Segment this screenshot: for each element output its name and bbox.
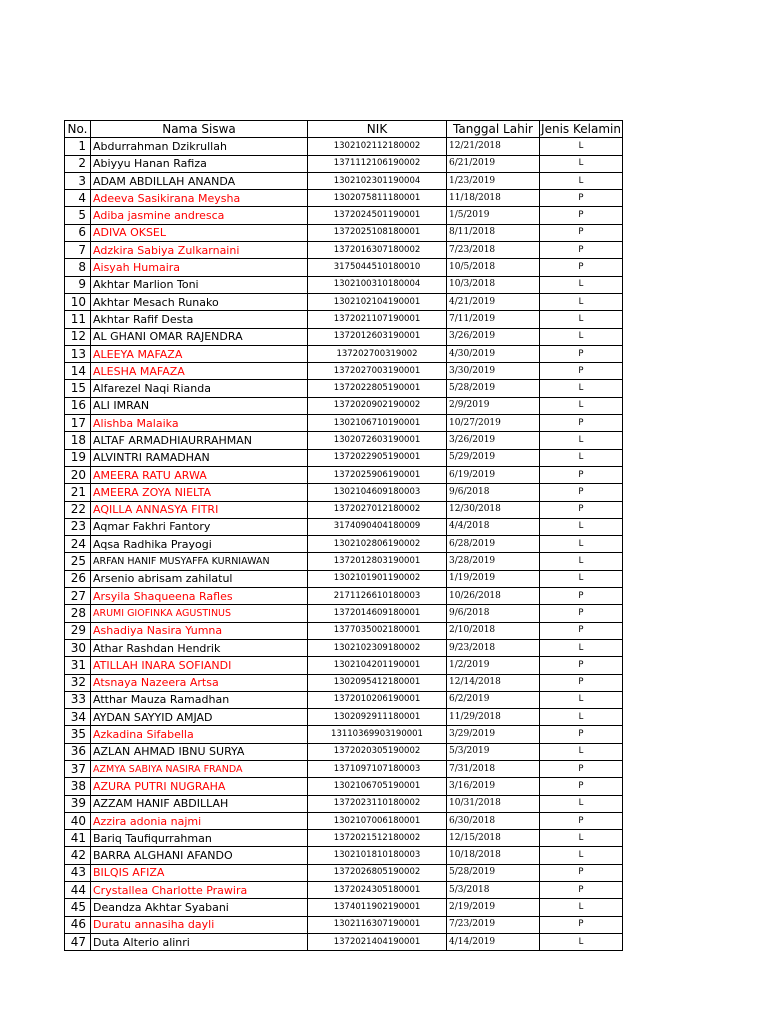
nik-cell: 1302100310180004 (308, 276, 447, 293)
nik-cell: 1372020305190002 (308, 743, 447, 760)
birth-date: 10/26/2018 (447, 588, 540, 605)
nik-cell: 1372021107190001 (308, 311, 447, 328)
student-name: Akhtar Mesach Runako (91, 293, 308, 310)
birth-date: 1/19/2019 (447, 570, 540, 587)
birth-date: 2/9/2019 (447, 397, 540, 414)
table-row (65, 138, 623, 155)
student-name: ALTAF ARMADHIAURRAHMAN (91, 432, 308, 449)
nik-cell: 1302102112180002 (308, 138, 447, 155)
student-name: Akhtar Rafif Desta (91, 311, 308, 328)
nik-cell: 137202700319002 (308, 345, 447, 362)
table-row (65, 605, 623, 622)
table-row (65, 380, 623, 397)
birth-date: 5/3/2019 (447, 743, 540, 760)
birth-date: 2/19/2019 (447, 899, 540, 916)
table-row (65, 518, 623, 535)
row-number: 14 (65, 363, 91, 380)
nik-cell: 3174090404180009 (308, 518, 447, 535)
student-name: BILQIS AFIZA (91, 864, 308, 881)
table-row (65, 691, 623, 708)
nik-cell: 1372022905190001 (308, 449, 447, 466)
table-row (65, 259, 623, 276)
birth-date: 12/15/2018 (447, 830, 540, 847)
student-name: ALEEYA MAFAZA (91, 345, 308, 362)
gender-cell: L (540, 138, 623, 155)
student-name: AMEERA RATU ARWA (91, 466, 308, 483)
row-number: 10 (65, 293, 91, 310)
gender-cell: L (540, 449, 623, 466)
student-name: Abdurrahman Dzikrullah (91, 138, 308, 155)
table-row (65, 466, 623, 483)
row-number: 24 (65, 536, 91, 553)
nik-cell: 1372021404190001 (308, 933, 447, 950)
birth-date: 7/31/2018 (447, 760, 540, 777)
nik-cell: 1372024501190001 (308, 207, 447, 224)
header-name: Nama Siswa (91, 121, 308, 138)
gender-cell: P (540, 657, 623, 674)
gender-cell: P (540, 484, 623, 501)
student-name: Atsnaya Nazeera Artsa (91, 674, 308, 691)
birth-date: 1/2/2019 (447, 657, 540, 674)
row-number: 6 (65, 224, 91, 241)
student-name: Azzira adonia najmi (91, 812, 308, 829)
nik-cell: 1302104609180003 (308, 484, 447, 501)
row-number: 16 (65, 397, 91, 414)
nik-cell: 1372027012180002 (308, 501, 447, 518)
row-number: 19 (65, 449, 91, 466)
birth-date: 8/11/2018 (447, 224, 540, 241)
table-row (65, 363, 623, 380)
nik-cell: 1302095412180001 (308, 674, 447, 691)
row-number: 12 (65, 328, 91, 345)
table-row (65, 155, 623, 172)
nik-cell: 1372021512180002 (308, 830, 447, 847)
birth-date: 4/21/2019 (447, 293, 540, 310)
row-number: 39 (65, 795, 91, 812)
table-row (65, 449, 623, 466)
row-number: 5 (65, 207, 91, 224)
row-number: 36 (65, 743, 91, 760)
gender-cell: L (540, 691, 623, 708)
row-number: 21 (65, 484, 91, 501)
nik-cell: 1371112106190002 (308, 155, 447, 172)
student-name: Crystallea Charlotte Prawira (91, 882, 308, 899)
nik-cell: 1372014609180001 (308, 605, 447, 622)
gender-cell: P (540, 674, 623, 691)
gender-cell: L (540, 536, 623, 553)
student-name: BARRA ALGHANI AFANDO (91, 847, 308, 864)
birth-date: 9/6/2018 (447, 484, 540, 501)
row-number: 31 (65, 657, 91, 674)
nik-cell: 1302072603190001 (308, 432, 447, 449)
table-row (65, 484, 623, 501)
nik-cell: 1302102309180002 (308, 639, 447, 656)
row-number: 46 (65, 916, 91, 933)
student-name: Duratu annasiha dayli (91, 916, 308, 933)
birth-date: 6/30/2018 (447, 812, 540, 829)
nik-cell: 1372024305180001 (308, 882, 447, 899)
table-row (65, 882, 623, 899)
birth-date: 12/30/2018 (447, 501, 540, 518)
gender-cell: L (540, 743, 623, 760)
row-number: 38 (65, 778, 91, 795)
gender-cell: L (540, 155, 623, 172)
birth-date: 9/23/2018 (447, 639, 540, 656)
row-number: 32 (65, 674, 91, 691)
table-row (65, 760, 623, 777)
row-number: 26 (65, 570, 91, 587)
gender-cell: L (540, 432, 623, 449)
student-name: AYDAN SAYYID AMJAD (91, 709, 308, 726)
nik-cell: 1372023110180002 (308, 795, 447, 812)
table-row (65, 293, 623, 310)
row-number: 8 (65, 259, 91, 276)
table-row (65, 415, 623, 432)
nik-cell: 1302102806190002 (308, 536, 447, 553)
row-number: 29 (65, 622, 91, 639)
birth-date: 3/29/2019 (447, 726, 540, 743)
student-name: ALVINTRI RAMADHAN (91, 449, 308, 466)
gender-cell: P (540, 588, 623, 605)
table-row (65, 916, 623, 933)
nik-cell: 1302102104190001 (308, 293, 447, 310)
student-name: Adiba jasmine andresca (91, 207, 308, 224)
table-row (65, 778, 623, 795)
header-nik: NIK (308, 121, 447, 138)
table-row (65, 657, 623, 674)
gender-cell: L (540, 553, 623, 570)
nik-cell: 1372012803190001 (308, 553, 447, 570)
birth-date: 10/31/2018 (447, 795, 540, 812)
row-number: 15 (65, 380, 91, 397)
nik-cell: 1302107006180001 (308, 812, 447, 829)
student-name: AQILLA ANNASYA FITRI (91, 501, 308, 518)
table-row (65, 899, 623, 916)
row-number: 2 (65, 155, 91, 172)
gender-cell: P (540, 778, 623, 795)
table-row (65, 328, 623, 345)
table-row (65, 397, 623, 414)
nik-cell: 1372025906190001 (308, 466, 447, 483)
student-name: Athar Rashdan Hendrik (91, 639, 308, 656)
row-number: 43 (65, 864, 91, 881)
student-name: Aisyah Humaira (91, 259, 308, 276)
table-row (65, 639, 623, 656)
student-name: Arsyila Shaqueena Rafles (91, 588, 308, 605)
birth-date: 3/26/2019 (447, 328, 540, 345)
row-number: 13 (65, 345, 91, 362)
table-row (65, 536, 623, 553)
gender-cell: P (540, 190, 623, 207)
student-name: ALESHA MAFAZA (91, 363, 308, 380)
gender-cell: L (540, 380, 623, 397)
nik-cell: 1372025108180001 (308, 224, 447, 241)
birth-date: 7/11/2019 (447, 311, 540, 328)
gender-cell: P (540, 864, 623, 881)
table-row (65, 622, 623, 639)
student-name: AZZAM HANIF ABDILLAH (91, 795, 308, 812)
nik-cell: 1374011902190001 (308, 899, 447, 916)
nik-cell: 1377035002180001 (308, 622, 447, 639)
gender-cell: P (540, 345, 623, 362)
nik-cell: 1302092911180001 (308, 709, 447, 726)
student-name: Deandza Akhtar Syabani (91, 899, 308, 916)
table-row (65, 207, 623, 224)
nik-cell: 1372016307180002 (308, 242, 447, 259)
nik-cell: 1302075811180001 (308, 190, 447, 207)
gender-cell: P (540, 726, 623, 743)
table-row (65, 276, 623, 293)
gender-cell: L (540, 933, 623, 950)
gender-cell: L (540, 570, 623, 587)
student-name: Abiyyu Hanan Rafiza (91, 155, 308, 172)
gender-cell: P (540, 466, 623, 483)
gender-cell: L (540, 397, 623, 414)
row-number: 9 (65, 276, 91, 293)
birth-date: 7/23/2018 (447, 242, 540, 259)
student-name: Duta Alterio alinri (91, 933, 308, 950)
table-row (65, 432, 623, 449)
student-name: Azkadina Sifabella (91, 726, 308, 743)
header-sex: Jenis Kelamin (540, 121, 623, 138)
table-row (65, 812, 623, 829)
gender-cell: L (540, 795, 623, 812)
row-number: 34 (65, 709, 91, 726)
nik-cell: 1372010206190001 (308, 691, 447, 708)
table-row (65, 242, 623, 259)
row-number: 22 (65, 501, 91, 518)
gender-cell: P (540, 207, 623, 224)
table-row (65, 743, 623, 760)
student-name: Arsenio abrisam zahilatul (91, 570, 308, 587)
student-name: ADIVA OKSEL (91, 224, 308, 241)
birth-date: 10/27/2019 (447, 415, 540, 432)
birth-date: 4/30/2019 (447, 345, 540, 362)
student-name: ALI IMRAN (91, 397, 308, 414)
table-row (65, 224, 623, 241)
gender-cell: L (540, 709, 623, 726)
gender-cell: L (540, 311, 623, 328)
row-number: 25 (65, 553, 91, 570)
header-row (65, 121, 623, 138)
gender-cell: P (540, 812, 623, 829)
student-name: ATILLAH INARA SOFIANDI (91, 657, 308, 674)
birth-date: 1/23/2019 (447, 172, 540, 189)
student-name: Alishba Malaika (91, 415, 308, 432)
birth-date: 3/26/2019 (447, 432, 540, 449)
birth-date: 6/2/2019 (447, 691, 540, 708)
gender-cell: L (540, 172, 623, 189)
nik-cell: 1372022805190001 (308, 380, 447, 397)
gender-cell: P (540, 415, 623, 432)
gender-cell: L (540, 899, 623, 916)
table-row (65, 588, 623, 605)
gender-cell: L (540, 847, 623, 864)
nik-cell: 1372027003190001 (308, 363, 447, 380)
nik-cell: 1302106705190001 (308, 778, 447, 795)
student-name: ADAM ABDILLAH ANANDA (91, 172, 308, 189)
student-name: AZURA PUTRI NUGRAHA (91, 778, 308, 795)
nik-cell: 1372012603190001 (308, 328, 447, 345)
row-number: 33 (65, 691, 91, 708)
nik-cell: 13110369903190001 (308, 726, 447, 743)
student-name: Bariq Taufiqurrahman (91, 830, 308, 847)
student-name: Alfarezel Naqi Rianda (91, 380, 308, 397)
student-name: Adzkira Sabiya Zulkarnaini (91, 242, 308, 259)
birth-date: 3/30/2019 (447, 363, 540, 380)
student-name: AZMYA SABIYA NASIRA FRANDA (91, 760, 308, 777)
nik-cell: 1302102301190004 (308, 172, 447, 189)
table-row (65, 311, 623, 328)
student-name: Aqsa Radhika Prayogi (91, 536, 308, 553)
header-no: No. (65, 121, 91, 138)
row-number: 37 (65, 760, 91, 777)
nik-cell: 1372026805190002 (308, 864, 447, 881)
row-number: 44 (65, 882, 91, 899)
row-number: 11 (65, 311, 91, 328)
student-name: Atthar Mauza Ramadhan (91, 691, 308, 708)
birth-date: 3/16/2019 (447, 778, 540, 795)
student-name: AZLAN AHMAD IBNU SURYA (91, 743, 308, 760)
gender-cell: P (540, 622, 623, 639)
table-row (65, 830, 623, 847)
table-row (65, 190, 623, 207)
table-row (65, 553, 623, 570)
table-row (65, 674, 623, 691)
nik-cell: 3175044510180010 (308, 259, 447, 276)
row-number: 30 (65, 639, 91, 656)
row-number: 45 (65, 899, 91, 916)
student-name: AL GHANI OMAR RAJENDRA (91, 328, 308, 345)
table-row (65, 570, 623, 587)
birth-date: 3/28/2019 (447, 553, 540, 570)
birth-date: 1/5/2019 (447, 207, 540, 224)
table-row (65, 501, 623, 518)
row-number: 28 (65, 605, 91, 622)
birth-date: 10/18/2018 (447, 847, 540, 864)
row-number: 41 (65, 830, 91, 847)
row-number: 40 (65, 812, 91, 829)
row-number: 7 (65, 242, 91, 259)
table-row (65, 847, 623, 864)
row-number: 27 (65, 588, 91, 605)
student-table (64, 120, 623, 951)
birth-date: 11/29/2018 (447, 709, 540, 726)
birth-date: 9/6/2018 (447, 605, 540, 622)
table-row (65, 933, 623, 950)
table-row (65, 709, 623, 726)
row-number: 35 (65, 726, 91, 743)
birth-date: 12/21/2018 (447, 138, 540, 155)
table-row (65, 345, 623, 362)
table-row (65, 795, 623, 812)
row-number: 23 (65, 518, 91, 535)
student-name: Adeeva Sasikirana Meysha (91, 190, 308, 207)
gender-cell: P (540, 605, 623, 622)
birth-date: 7/23/2019 (447, 916, 540, 933)
student-name: ARUMI GIOFINKA AGUSTINUS (91, 605, 308, 622)
student-name: Ashadiya Nasira Yumna (91, 622, 308, 639)
table-row (65, 172, 623, 189)
birth-date: 5/28/2019 (447, 380, 540, 397)
nik-cell: 1302101901190002 (308, 570, 447, 587)
birth-date: 4/14/2019 (447, 933, 540, 950)
birth-date: 6/28/2019 (447, 536, 540, 553)
row-number: 3 (65, 172, 91, 189)
gender-cell: L (540, 293, 623, 310)
gender-cell: L (540, 276, 623, 293)
nik-cell: 1372020902190002 (308, 397, 447, 414)
birth-date: 4/4/2018 (447, 518, 540, 535)
gender-cell: P (540, 760, 623, 777)
birth-date: 10/5/2018 (447, 259, 540, 276)
birth-date: 2/10/2018 (447, 622, 540, 639)
nik-cell: 1302116307190001 (308, 916, 447, 933)
gender-cell: P (540, 259, 623, 276)
student-name: AMEERA ZOYA NIELTA (91, 484, 308, 501)
nik-cell: 1302106710190001 (308, 415, 447, 432)
gender-cell: L (540, 830, 623, 847)
table-row (65, 726, 623, 743)
gender-cell: P (540, 501, 623, 518)
gender-cell: P (540, 882, 623, 899)
gender-cell: L (540, 328, 623, 345)
row-number: 18 (65, 432, 91, 449)
row-number: 20 (65, 466, 91, 483)
row-number: 47 (65, 933, 91, 950)
birth-date: 10/3/2018 (447, 276, 540, 293)
row-number: 4 (65, 190, 91, 207)
student-name: Akhtar Marlion Toni (91, 276, 308, 293)
birth-date: 11/18/2018 (447, 190, 540, 207)
student-name: Aqmar Fakhri Fantory (91, 518, 308, 535)
row-number: 17 (65, 415, 91, 432)
row-number: 42 (65, 847, 91, 864)
gender-cell: L (540, 518, 623, 535)
header-dob: Tanggal Lahir (447, 121, 540, 138)
gender-cell: P (540, 363, 623, 380)
student-name: ARFAN HANIF MUSYAFFA KURNIAWAN (91, 553, 308, 570)
nik-cell: 2171126610180003 (308, 588, 447, 605)
table-row (65, 864, 623, 881)
row-number: 1 (65, 138, 91, 155)
birth-date: 6/21/2019 (447, 155, 540, 172)
gender-cell: P (540, 224, 623, 241)
gender-cell: P (540, 916, 623, 933)
gender-cell: P (540, 242, 623, 259)
birth-date: 5/29/2019 (447, 449, 540, 466)
table-body (65, 138, 623, 951)
nik-cell: 1302104201190001 (308, 657, 447, 674)
nik-cell: 1371097107180003 (308, 760, 447, 777)
birth-date: 12/14/2018 (447, 674, 540, 691)
birth-date: 6/19/2019 (447, 466, 540, 483)
birth-date: 5/3/2018 (447, 882, 540, 899)
nik-cell: 1302101810180003 (308, 847, 447, 864)
birth-date: 5/28/2019 (447, 864, 540, 881)
gender-cell: L (540, 639, 623, 656)
